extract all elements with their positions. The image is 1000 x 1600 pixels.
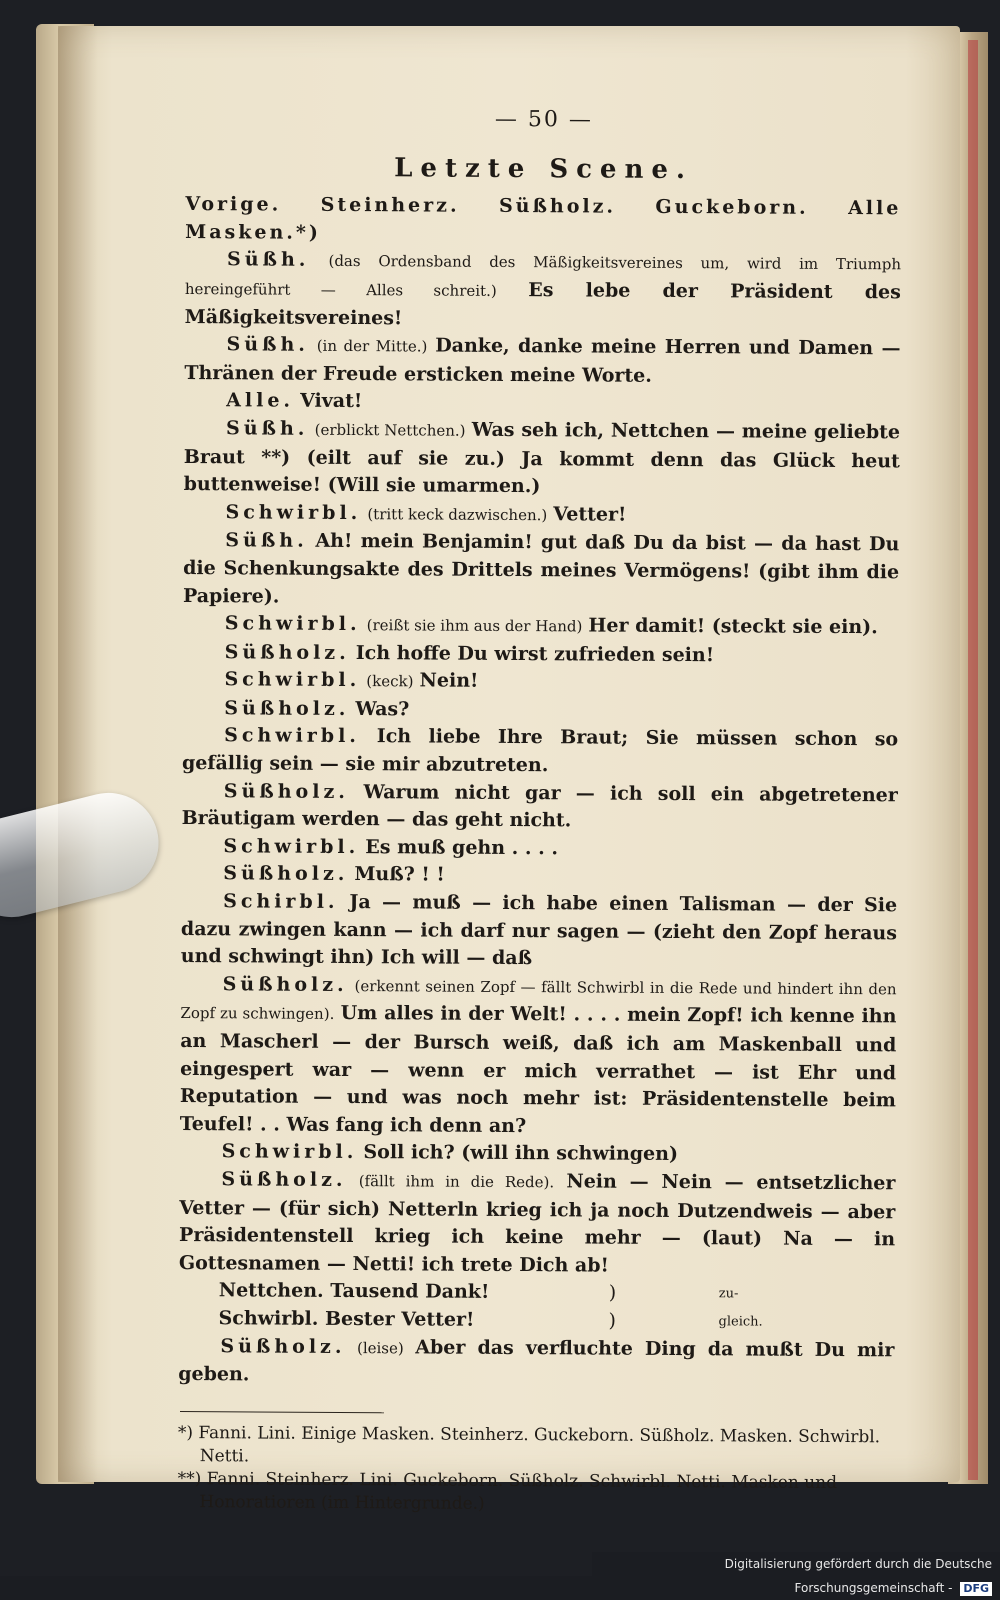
spoken-text: Ich liebe Ihre Braut; Sie müssen schon so gefällig sein — sie mir abzutreten. bbox=[181, 725, 899, 777]
stage-direction: (das Ordensband des Mäßigkeitsvereines um, wird im Triumph hereingeführt — Alles schreit.) bbox=[184, 252, 902, 300]
speaker-name: Schwirbl. bbox=[224, 724, 361, 748]
dialogue-line bbox=[182, 778, 898, 838]
speaker-name: Süßholz. bbox=[222, 973, 348, 996]
spoken-text: Her damit! (steckt sie ein). bbox=[588, 614, 878, 639]
spoken-text: Ah! mein Benjamin! gut daß Du da bist — da hast Du die Schenkungsakte des Drittels meines Vermögens! (gibt ihm die Papiere). bbox=[182, 530, 900, 608]
footnote-1: *) Fanni. Lini. Einige Masken. Steinherz. Guckeborn. Süßholz. Masken. Schwirbl. Netti. bbox=[177, 1422, 881, 1467]
speaker-name: Schwirbl. bbox=[224, 668, 361, 692]
footnote-2: **) Fanni. Steinherz. Lini. Guckeborn. Süßholz. Schwirbl. Netti. Masken und Honoratioren (im Hintergrunde.) bbox=[177, 1468, 838, 1514]
speaker-name: Schirbl. bbox=[223, 890, 339, 913]
dialogue-lines bbox=[179, 246, 901, 1281]
speaker-name: Süßholz. bbox=[224, 640, 350, 664]
spoken-text: Es muß gehn . . . . bbox=[365, 835, 559, 860]
speaker-name: Süßholz. bbox=[221, 1168, 347, 1191]
speaker-name: Süßh. bbox=[226, 248, 310, 272]
spoken-text: Nein! bbox=[419, 669, 479, 693]
together-line-2: Schwirbl. Bester Vetter! bbox=[218, 1307, 475, 1331]
speaker-name: Schwirbl. bbox=[224, 612, 361, 636]
spoken-text: Ja — muß — ich habe einen Talisman — der Sie dazu zwingen kann — ich darf nur sagen — (zieht den Zopf heraus und schwingt ihn) Ich will — daß bbox=[180, 891, 898, 970]
stage-direction: (reißt sie ihm aus der Hand) bbox=[366, 616, 583, 636]
spoken-text: Danke, danke meine Herren und Damen — Thränen der Freude ersticken meine Worte. bbox=[184, 334, 901, 387]
footnote-rule bbox=[180, 1411, 384, 1413]
stage-direction: (in der Mitte.) bbox=[316, 336, 428, 356]
page-number: — 50 — bbox=[494, 106, 593, 133]
dialogue-line bbox=[184, 331, 900, 392]
page-gutter-shadow bbox=[58, 26, 98, 1482]
together-block bbox=[178, 1277, 894, 1337]
dialogue-line bbox=[184, 415, 900, 503]
speaker-name: Süßh. bbox=[225, 417, 309, 440]
dialogue-line bbox=[181, 833, 897, 865]
dialogue-line bbox=[180, 1138, 896, 1170]
dialogue-line bbox=[181, 860, 897, 892]
together-line-1: Nettchen. Tausend Dank! bbox=[218, 1279, 490, 1304]
speaker-name: Süßh. bbox=[225, 529, 308, 553]
last-line bbox=[178, 1333, 894, 1394]
dialogue-line bbox=[184, 387, 900, 419]
spoken-text: Vivat! bbox=[300, 390, 363, 413]
speaker-name: Süßholz. bbox=[223, 862, 349, 886]
spoken-text: Soll ich? (will ihn schwingen) bbox=[363, 1141, 679, 1166]
spoken-text: Warum nicht gar — ich soll ein abgetretener Bräutigam werden — das geht nicht. bbox=[181, 780, 898, 832]
spoken-text: Um alles in der Welt! . . . . mein Zopf! ich kenne ihn an Mascherl — der Bursch weiß, daß ich am Maskenball und eingespert war — wenn er mich verrathet — ist Ehr und Reputation — und was noch mehr ist: Präsidentenstelle beim Teufel! . . Was fang ich denn an? bbox=[179, 1002, 897, 1137]
together-side-1: zu- bbox=[718, 1286, 739, 1302]
cast-line: Vorige. Steinherz. Süßholz. Guckeborn. Alle Masken.*) bbox=[185, 193, 902, 244]
spoken-text: Vetter! bbox=[553, 502, 627, 526]
speaker-name: Schwirbl. bbox=[223, 835, 360, 858]
spoken-text: Ich hoffe Du wirst zufrieden sein! bbox=[355, 641, 715, 666]
together-brace-2: ) bbox=[608, 1309, 617, 1332]
together-brace-1: ) bbox=[608, 1281, 617, 1304]
dialogue-line bbox=[182, 722, 898, 782]
spoken-text: Was seh ich, Nettchen — meine geliebte Braut **) (eilt auf sie zu.) Ja kommt denn das Glück heut buttenweise! (Will sie umarmen.) bbox=[183, 418, 901, 498]
speaker-name: Süßholz. bbox=[223, 779, 349, 803]
page-text bbox=[177, 104, 902, 1518]
speaker-name: Schwirbl. bbox=[225, 500, 362, 524]
dialogue-line bbox=[183, 610, 899, 643]
speaker-name: Süßholz. bbox=[224, 697, 350, 720]
spoken-text: Was? bbox=[355, 697, 410, 721]
stage-direction: (erkennt seinen Zopf — fällt Schwirbl in die Rede und hindert ihn den Zopf zu schwingen). bbox=[180, 976, 897, 1024]
dialogue-line bbox=[183, 527, 899, 614]
stage-direction: (tritt keck dazwischen.) bbox=[367, 504, 548, 524]
stage-direction: (keck) bbox=[366, 672, 414, 691]
speaker-name: Schwirbl. bbox=[221, 1140, 358, 1164]
last-stage: (leise) bbox=[356, 1338, 404, 1357]
dialogue-line bbox=[182, 666, 898, 699]
stage-direction: (erblickt Nettchen.) bbox=[314, 420, 466, 440]
spoken-text: Muß? ! ! bbox=[354, 863, 445, 887]
dialogue-line bbox=[180, 971, 897, 1143]
spoken-text: Es lebe der Präsident des Mäßigkeitsvereines! bbox=[184, 279, 901, 329]
footer-text: Digitalisierung gefördert durch die Deutsche Forschungsgemeinschaft - bbox=[724, 1557, 992, 1595]
last-speaker: Süßholz. bbox=[220, 1334, 346, 1358]
dialogue-line bbox=[185, 246, 902, 335]
dialogue-line bbox=[183, 499, 899, 532]
speaker-name: Süßh. bbox=[226, 333, 310, 356]
stage-direction: (fällt ihm in die Rede). bbox=[358, 1172, 555, 1192]
speaker-name: Alle. bbox=[226, 389, 295, 413]
dialogue-line bbox=[182, 695, 898, 727]
digitization-footer bbox=[592, 1552, 1000, 1595]
book-right-red-strip bbox=[968, 40, 978, 1480]
scene-title: Letzte Scene. bbox=[394, 152, 694, 185]
dfg-logo: DFG bbox=[960, 1582, 992, 1596]
dialogue-line bbox=[179, 1166, 896, 1282]
dialogue-line bbox=[183, 639, 899, 671]
together-side-2: gleich. bbox=[718, 1314, 763, 1330]
spoken-text: Nein — Nein — entsetzlicher Vetter — (für sich) Netterln krieg ich ja noch Dutzendweis — aber Präsidentenstell krieg ich keine mehr — (laut) Na — in Gottesnamen — Netti! ich trete Dich ab! bbox=[178, 1170, 896, 1277]
dialogue-line bbox=[181, 888, 897, 975]
last-text: Aber das verfluchte Ding da mußt Du mir geben. bbox=[178, 1335, 895, 1386]
